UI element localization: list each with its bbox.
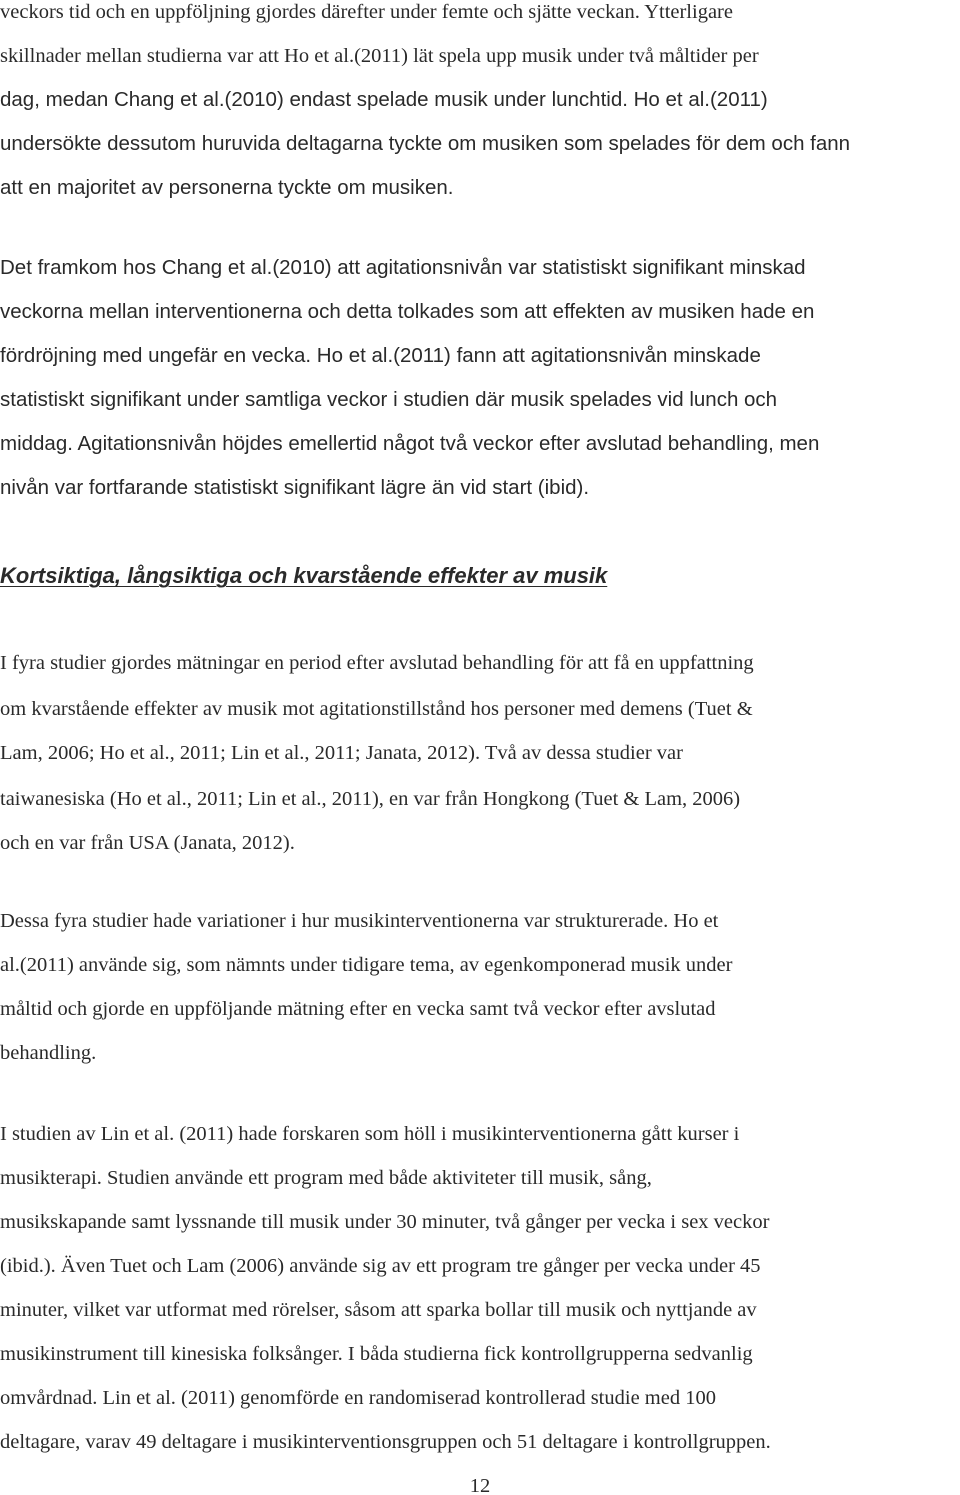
- section-heading: Kortsiktiga, långsiktiga och kvarstående effekter av musik: [0, 563, 608, 588]
- text-line: al.(2011) använde sig, som nämnts under tidigare tema, av egenkomponerad musik under: [0, 954, 733, 976]
- text-line: omvårdnad. Lin et al. (2011) genomförde en randomiserad kontrollerad studie med 100: [0, 1387, 716, 1409]
- text-line: veckorna mellan interventionerna och detta tolkades som att effekten av musiken hade en: [0, 300, 815, 323]
- text-line: musikskapande samt lyssnande till musik under 30 minuter, två gånger per vecka i sex veckor: [0, 1211, 770, 1233]
- page-number: 12: [469, 1475, 491, 1495]
- text-line: musikterapi. Studien använde ett program med både aktiviteter till musik, sång,: [0, 1167, 652, 1189]
- text-line: I fyra studier gjordes mätningar en period efter avslutad behandling för att få en uppfattning: [0, 652, 754, 674]
- text-line: musikinstrument till kinesiska folksånger. I båda studierna fick kontrollgrupperna sedvanlig: [0, 1343, 753, 1365]
- text-line: Dessa fyra studier hade variationer i hur musikinterventionerna var strukturerade. Ho et: [0, 910, 719, 932]
- text-line: och en var från USA (Janata, 2012).: [0, 832, 295, 854]
- text-line: statistiskt signifikant under samtliga veckor i studien där musik spelades vid lunch och: [0, 388, 778, 411]
- text-line: veckors tid och en uppföljning gjordes därefter under femte och sjätte veckan. Ytterligare: [0, 1, 733, 23]
- text-line: taiwanesiska (Ho et al., 2011; Lin et al., 2011), en var från Hongkong (Tuet & Lam, 2006): [0, 788, 741, 810]
- text-line: dag, medan Chang et al.(2010) endast spelade musik under lunchtid. Ho et al.(2011): [0, 88, 768, 111]
- text-line: (ibid.). Även Tuet och Lam (2006) använde sig av ett program tre gånger per vecka under 45: [0, 1255, 761, 1277]
- text-line: att en majoritet av personerna tyckte om musiken.: [0, 176, 454, 199]
- text-line: I studien av Lin et al. (2011) hade forskaren som höll i musikinterventionerna gått kurser i: [0, 1123, 740, 1145]
- text-line: deltagare, varav 49 deltagare i musikinterventionsgruppen och 51 deltagare i kontrollgruppen.: [0, 1431, 771, 1453]
- text-line: måltid och gjorde en uppföljande mätning efter en vecka samt två veckor efter avslutad: [0, 998, 716, 1020]
- text-line: om kvarstående effekter av musik mot agitationstillstånd hos personer med demens (Tuet &: [0, 698, 753, 720]
- text-line: skillnader mellan studierna var att Ho et al.(2011) lät spela upp musik under två måltider per: [0, 45, 759, 67]
- text-line: nivån var fortfarande statistiskt signifikant lägre än vid start (ibid).: [0, 476, 590, 499]
- text-line: fördröjning med ungefär en vecka. Ho et al.(2011) fann att agitationsnivån minskade: [0, 344, 761, 367]
- text-line: Lam, 2006; Ho et al., 2011; Lin et al., 2011; Janata, 2012). Två av dessa studier var: [0, 742, 683, 764]
- text-line: minuter, vilket var utformat med rörelser, såsom att sparka bollar till musik och nyttjande av: [0, 1299, 757, 1321]
- text-line: undersökte dessutom huruvida deltagarna tyckte om musiken som spelades för dem och fann: [0, 132, 851, 155]
- text-line: Det framkom hos Chang et al.(2010) att agitationsnivån var statistiskt signifikant minskad: [0, 256, 806, 279]
- text-line: middag. Agitationsnivån höjdes emellertid något två veckor efter avslutad behandling, men: [0, 432, 820, 455]
- text-line: behandling.: [0, 1042, 97, 1064]
